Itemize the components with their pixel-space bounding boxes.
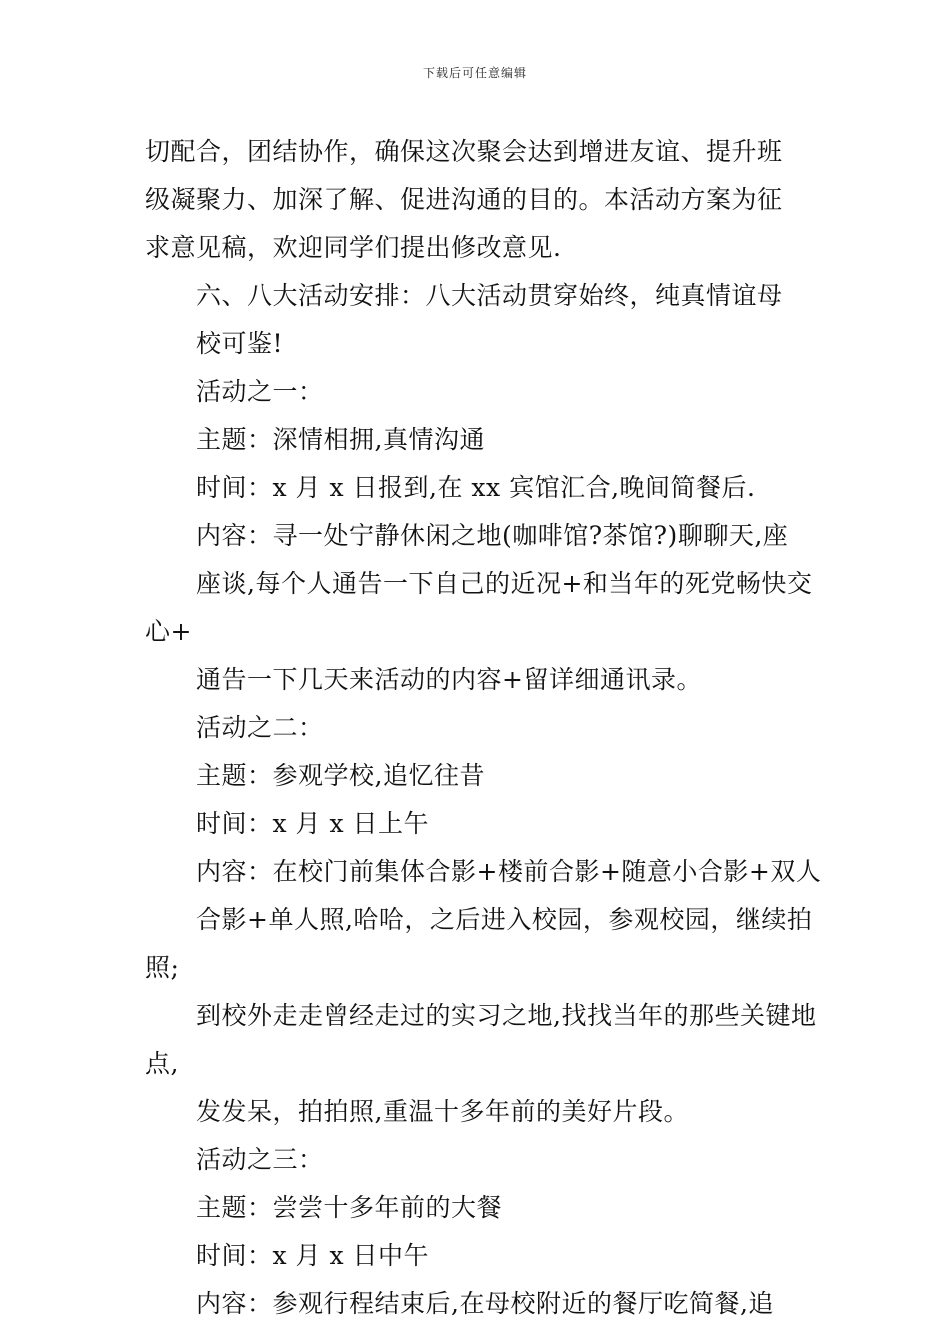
text-line: 座谈,每个人通告一下自己的近况+和当年的死党畅快交心+ [145,569,813,646]
paragraph [145,128,825,272]
text-line: 内容：在校门前集体合影+楼前合影+随意小合影+双人 [196,857,822,886]
paragraph [145,848,825,1136]
text-line: 时间：x 月 x 日报到,在 xx 宾馆汇合,晚间简餐后. [196,473,756,502]
text-line: 校可鉴! [196,329,284,358]
paragraph [145,368,825,416]
paragraph [145,464,825,512]
text-line: 六、八大活动安排：八大活动贯穿始终，纯真情谊母 [196,281,783,310]
text-line: 时间：x 月 x 日上午 [196,809,430,838]
paragraph [145,800,825,848]
text-line: 时间：x 月 x 日中午 [196,1241,430,1270]
text-line: 发发呆，拍拍照,重温十多年前的美好片段。 [196,1097,689,1126]
paragraph [145,272,825,368]
text-line: 主题：尝尝十多年前的大餐 [196,1193,503,1222]
page-header: 下载后可任意编辑 [422,66,527,80]
text-line: 内容：参观行程结束后,在母校附近的餐厅吃简餐,追 [196,1289,774,1318]
paragraph [145,1184,825,1232]
paragraph [145,416,825,464]
text-line: 求意见稿，欢迎同学们提出修改意见. [145,233,562,262]
document-body [145,128,825,1328]
paragraph [145,1232,825,1280]
text-line: 到校外走走曾经走过的实习之地,找找当年的那些关键地点, [145,1001,817,1078]
text-line: 内容：寻一处宁静休闲之地(咖啡馆?茶馆?)聊聊天,座 [196,521,789,550]
text-line: 通告一下几天来活动的内容+留详细通讯录。 [196,665,702,694]
paragraph [145,1136,825,1184]
text-line: 级凝聚力、加深了解、促进沟通的目的。本活动方案为征 [145,185,783,214]
text-line: 主题：参观学校,追忆往昔 [196,761,485,790]
paragraph [145,512,825,704]
text-line: 活动之一： [196,377,324,406]
text-line: 合影+单人照,哈哈，之后进入校园，参观校园，继续拍照; [145,905,813,982]
paragraph [145,752,825,800]
paragraph [145,704,825,752]
paragraph [145,1280,825,1328]
text-line: 切配合，团结协作，确保这次聚会达到增进友谊、提升班 [145,137,783,166]
text-line: 主题：深情相拥,真情沟通 [196,425,485,454]
text-line: 活动之二： [196,713,324,742]
text-line: 活动之三： [196,1145,324,1174]
